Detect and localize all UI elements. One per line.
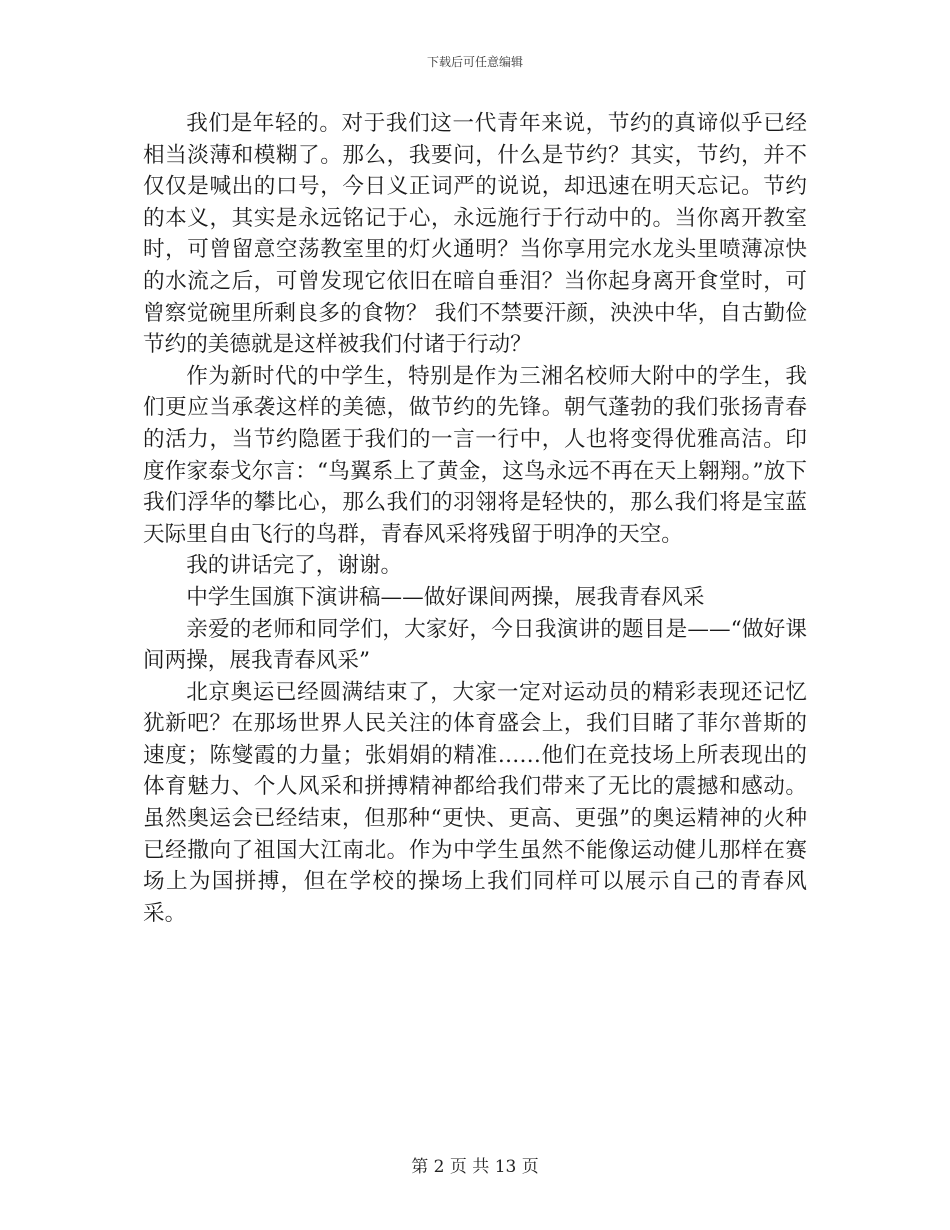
document-body (143, 108, 807, 929)
page-footer: 第 2 页 共 13 页 (411, 1157, 539, 1177)
paragraph-6: 北京奥运已经圆满结束了，大家一定对运动员的精彩表现还记忆犹新吧？在那场世界人民关注的体育盛会上，我们目睹了菲尔普斯的速度；陈燮霞的力量；张娟娟的精准……他们在竞技场上所表现出的体育魅力、个人风采和拼搏精神都给我们带来了无比的震撼和感动。虽然奥运会已经结束，但那种“更快、更高、更强”的奥运精神的火种已经撒向了祖国大江南北。作为中学生虽然不能像运动健儿那样在赛场上为国拼搏，但在学校的操场上我们同样可以展示自己的青春风采。 (143, 679, 807, 926)
paragraph-3: 我的讲话完了，谢谢。 (186, 553, 403, 579)
page-header: 下载后可任意编辑 (426, 55, 523, 69)
paragraph-2: 作为新时代的中学生，特别是作为三湘名校师大附中的学生，我们更应当承袭这样的美德，做节约的先锋。朝气蓬勃的我们张扬青春的活力，当节约隐匿于我们的一言一行中，人也将变得优雅高洁。印度作家泰戈尔言：“鸟翼系上了黄金，这鸟永远不再在天上翱翔。”放下我们浮华的攀比心，那么我们的羽翎将是轻快的，那么我们将是宝蓝天际里自由飞行的鸟群，青春风采将残留于明净的天空。 (143, 363, 807, 547)
paragraph-1: 我们是年轻的。对于我们这一代青年来说，节约的真谛似乎已经相当淡薄和模糊了。那么，我要问，什么是节约？其实，节约，并不仅仅是喊出的口号，今日义正词严的说说，却迅速在明天忘记。节约的本义，其实是永远铭记于心，永远施行于行动中的。当你离开教室时，可曾留意空荡教室里的灯火通明？当你享用完水龙头里喷薄凉快的水流之后，可曾发现它依旧在暗自垂泪？当你起身离开食堂时，可曾察觉碗里所剩良多的食物？ 我们不禁要汗颜，泱泱中华，自古勤俭节约的美德就是这样被我们付诸于行动？ (143, 111, 807, 358)
speech-title: 中学生国旗下演讲稿——做好课间两操，展我青春风采 (186, 584, 705, 610)
paragraph-5: 亲爱的老师和同学们，大家好，今日我演讲的题目是——“做好课间两操，展我青春风采” (143, 616, 807, 674)
